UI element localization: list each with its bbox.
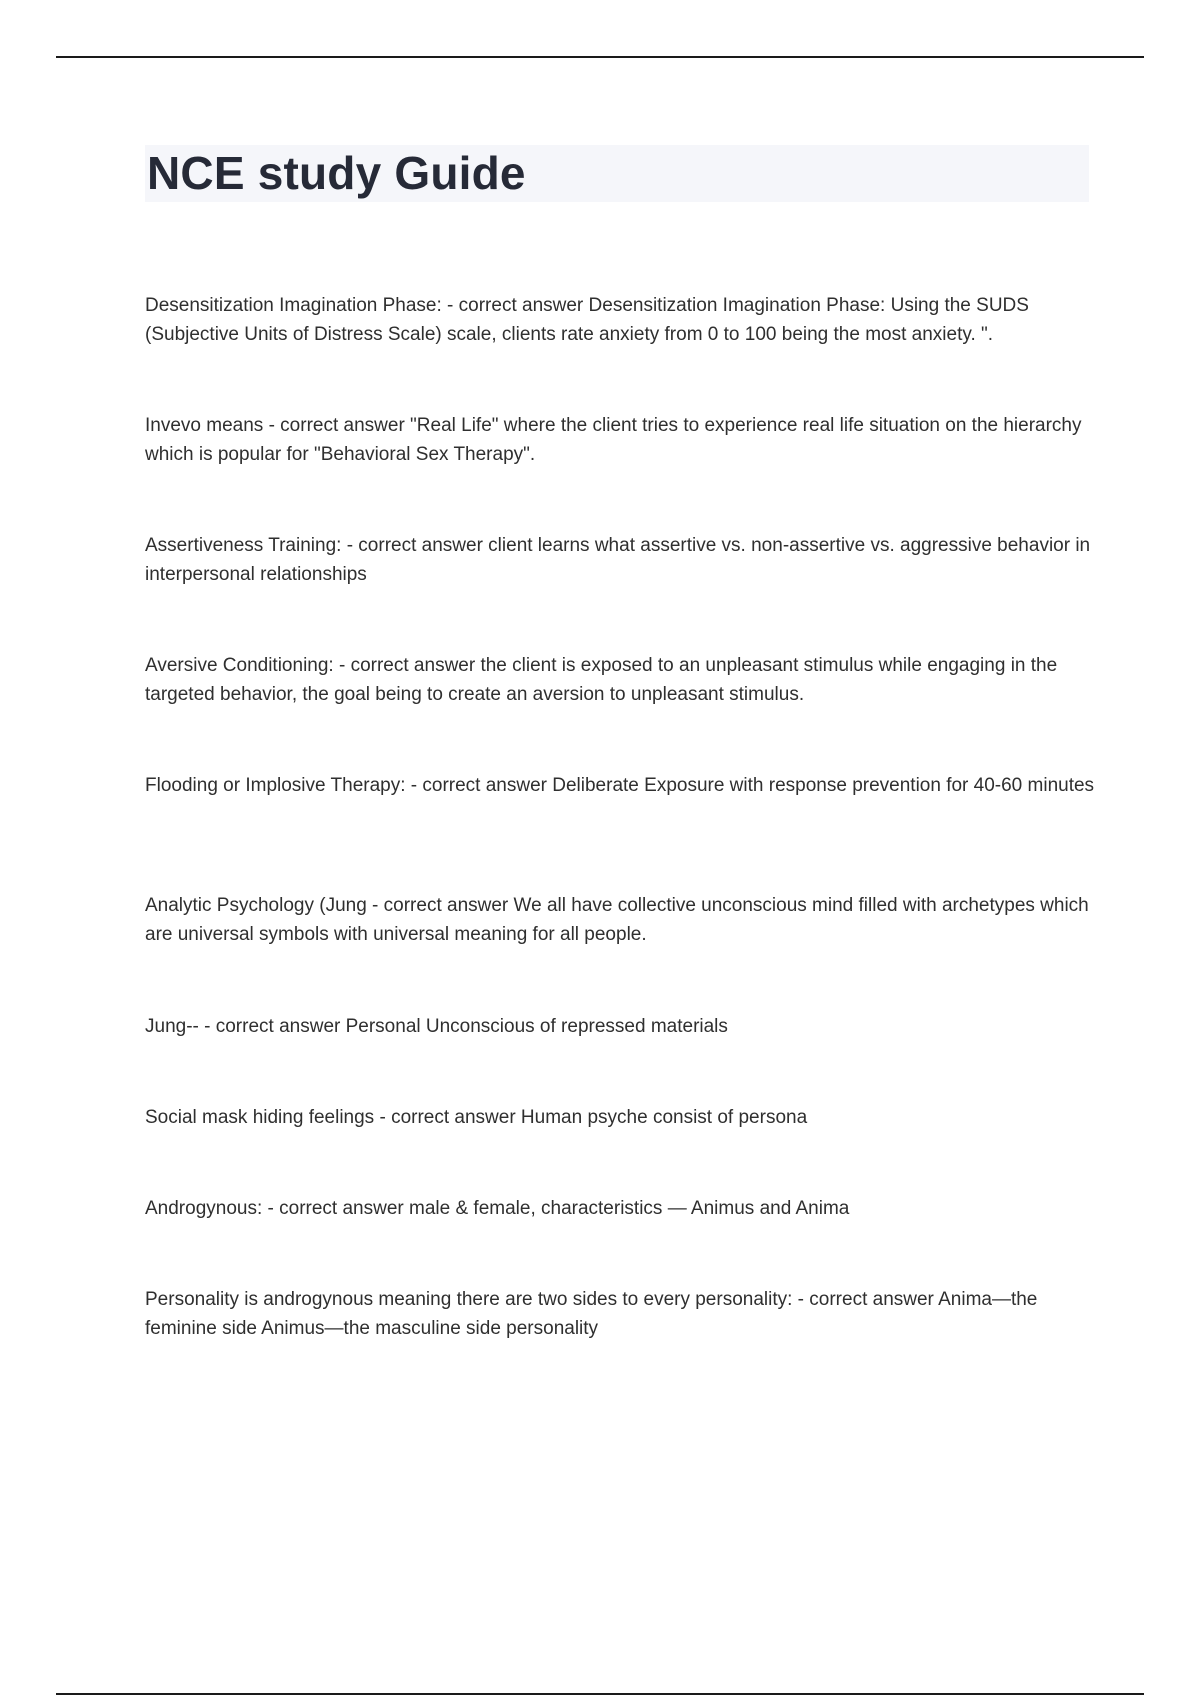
entry-invevo: Invevo means - correct answer "Real Life" where the client tries to experience real life situation on the hierarchy which is popular for "Behavioral Sex Therapy". (145, 415, 1082, 465)
entry-androgynous: Androgynous: - correct answer male & female, characteristics — Animus and Anima (145, 1198, 850, 1219)
entry-social-mask: Social mask hiding feelings - correct answer Human psyche consist of persona (145, 1107, 808, 1128)
title-banner (145, 145, 1089, 202)
entry-assertiveness-training: Assertiveness Training: - correct answer client learns what assertive vs. non-assertive vs. aggressive behavior in interpersonal relationships (145, 535, 1091, 585)
entry-analytic-psychology: Analytic Psychology (Jung - correct answer We all have collective unconscious mind filled with archetypes which are universal symbols with universal meaning for all people. (145, 895, 1089, 945)
bottom-rule (56, 1693, 1144, 1695)
entry-personality-androgynous: Personality is androgynous meaning there are two sides to every personality: - correct answer Anima—the feminine side Animus—the masculine side personality (145, 1289, 1038, 1339)
page-title: NCE study Guide (147, 147, 526, 199)
top-rule (56, 56, 1144, 58)
entry-desensitization: Desensitization Imagination Phase: - correct answer Desensitization Imagination Phase: Using the SUDS (Subjective Units of Distress Scale) scale, clients rate anxiety from 0 to 100 being the most anxiety. ". (145, 295, 1029, 345)
entry-jung-personal-unconscious: Jung-- - correct answer Personal Unconscious of repressed materials (145, 1016, 728, 1037)
entry-flooding: Flooding or Implosive Therapy: - correct answer Deliberate Exposure with response prevention for 40-60 minutes (145, 775, 1095, 796)
entry-aversive-conditioning: Aversive Conditioning: - correct answer the client is exposed to an unpleasant stimulus while engaging in the targeted behavior, the goal being to create an aversion to unpleasant stimulus. (145, 655, 1058, 705)
